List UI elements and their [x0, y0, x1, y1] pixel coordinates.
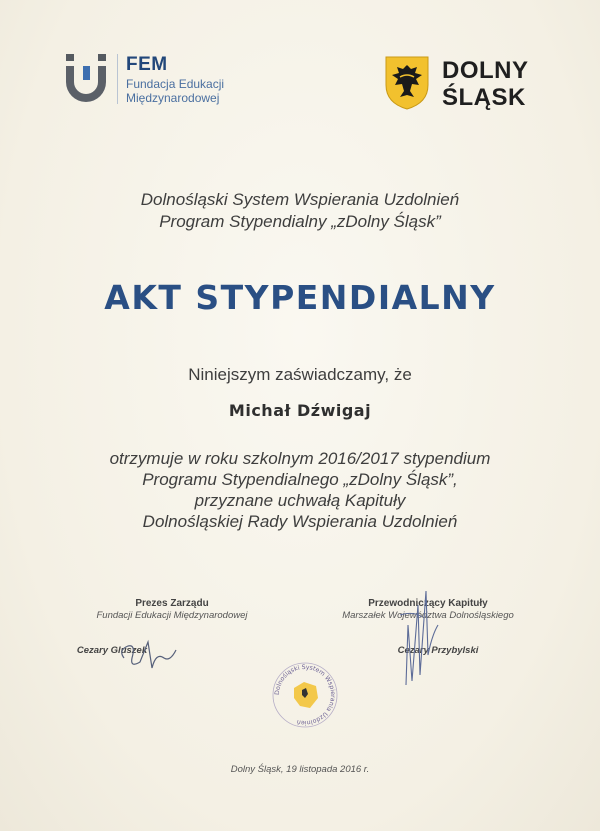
- signature-block-left: [62, 598, 282, 656]
- body-line: otrzymuje w roku szkolnym 2016/2017 stypendium: [109, 449, 491, 468]
- fem-name-line1: Fundacja Edukacji: [126, 77, 225, 91]
- signatory-name: Cezary Gluszek: [76, 645, 148, 656]
- dolny-slask-line1: DOLNY: [442, 57, 529, 84]
- place-and-date: Dolny Śląsk, 19 listopada 2016 r.: [230, 764, 370, 775]
- program-system-name: Dolnośląski System Wspierania Uzdolnień: [140, 190, 460, 209]
- fem-logo: [62, 52, 262, 108]
- body-line: przyznane uchwałą Kapituły: [194, 491, 406, 510]
- certificate-title: AKT STYPENDIALNY: [104, 278, 496, 317]
- fem-logo-mark-icon: [62, 52, 110, 104]
- signatory-role: Przewodniczący Kapituły: [368, 598, 488, 609]
- program-name: Program Stypendialny „zDolny Śląsk”: [159, 212, 441, 231]
- fem-abbreviation: FEM: [126, 54, 168, 75]
- fem-divider: [117, 54, 118, 104]
- recipient-name: Michał Dźwigaj: [228, 401, 372, 420]
- intro-text: Niniejszym zaświadczamy, że: [188, 365, 412, 384]
- signatory-role: Prezes Zarządu: [135, 598, 209, 609]
- signatory-organization: Fundacji Edukacji Międzynarodowej: [96, 610, 248, 621]
- dolny-slask-line2: ŚLĄSK: [442, 84, 526, 111]
- coat-of-arms-eagle-icon: [384, 55, 430, 111]
- official-stamp: [270, 660, 340, 730]
- stamp-text: Dolnośląski System Wspierania Uzdolnień: [273, 663, 337, 727]
- signature-block-right: [318, 598, 538, 656]
- fem-name-line2: Międzynarodowej: [126, 91, 220, 105]
- signatory-organization: Marszałek Województwa Dolnośląskiego: [342, 610, 514, 621]
- signatory-name: Cezary Przybylski: [397, 645, 479, 656]
- body-line: Dolnośląskiej Rady Wspierania Uzdolnień: [142, 512, 458, 531]
- body-line: Programu Stypendialnego „zDolny Śląsk”,: [142, 470, 458, 489]
- dolny-slask-logo: [384, 55, 554, 115]
